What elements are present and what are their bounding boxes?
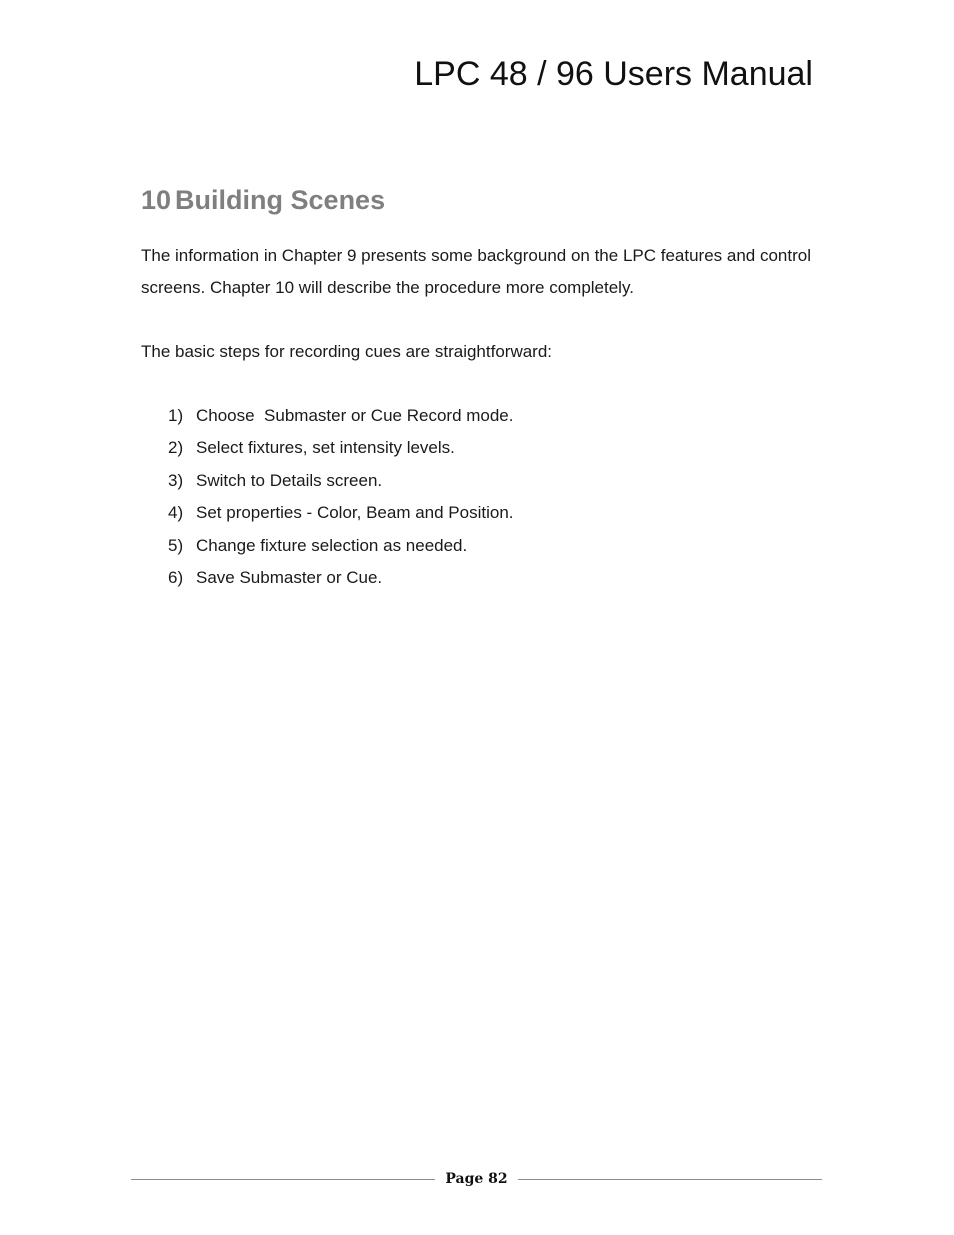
list-item [168, 562, 514, 594]
step-number: 2) [168, 438, 184, 458]
step-number: 3) [168, 470, 184, 490]
step-text: Set properties - Color, Beam and Position. [196, 503, 514, 523]
step-text: Select fixtures, set intensity levels. [196, 438, 455, 458]
footer-rule-left [131, 1179, 435, 1180]
footer-rule-right [518, 1179, 822, 1180]
step-number: 6) [168, 568, 184, 588]
step-number: 4) [168, 503, 184, 523]
chapter-number: 10 [141, 185, 172, 215]
chapter-title: Building Scenes [175, 185, 386, 215]
list-item [168, 465, 514, 497]
list-item [168, 530, 514, 562]
step-text: Switch to Details screen. [196, 470, 383, 490]
step-number: 1) [168, 406, 184, 425]
list-item [168, 497, 514, 529]
page-footer [131, 1168, 822, 1190]
step-number: 5) [168, 535, 184, 555]
list-item [168, 432, 514, 464]
step-text: Save Submaster or Cue. [196, 568, 383, 588]
list-item [168, 400, 514, 432]
step-text: Choose Submaster or Cue Record mode. [196, 406, 514, 425]
page-number: Page 82 [445, 1171, 508, 1187]
page-header-title: LPC 48 / 96 Users Manual [414, 55, 813, 93]
chapter-heading [141, 185, 385, 216]
step-text: Change fixture selection as needed. [196, 535, 468, 555]
steps-intro-paragraph: The basic steps for recording cues are straightforward: [141, 342, 553, 361]
steps-list [168, 400, 514, 594]
intro-paragraph: The information in Chapter 9 presents some background on the LPC features and control screens. Chapter 10 will describe the procedure more completely. [141, 246, 811, 297]
